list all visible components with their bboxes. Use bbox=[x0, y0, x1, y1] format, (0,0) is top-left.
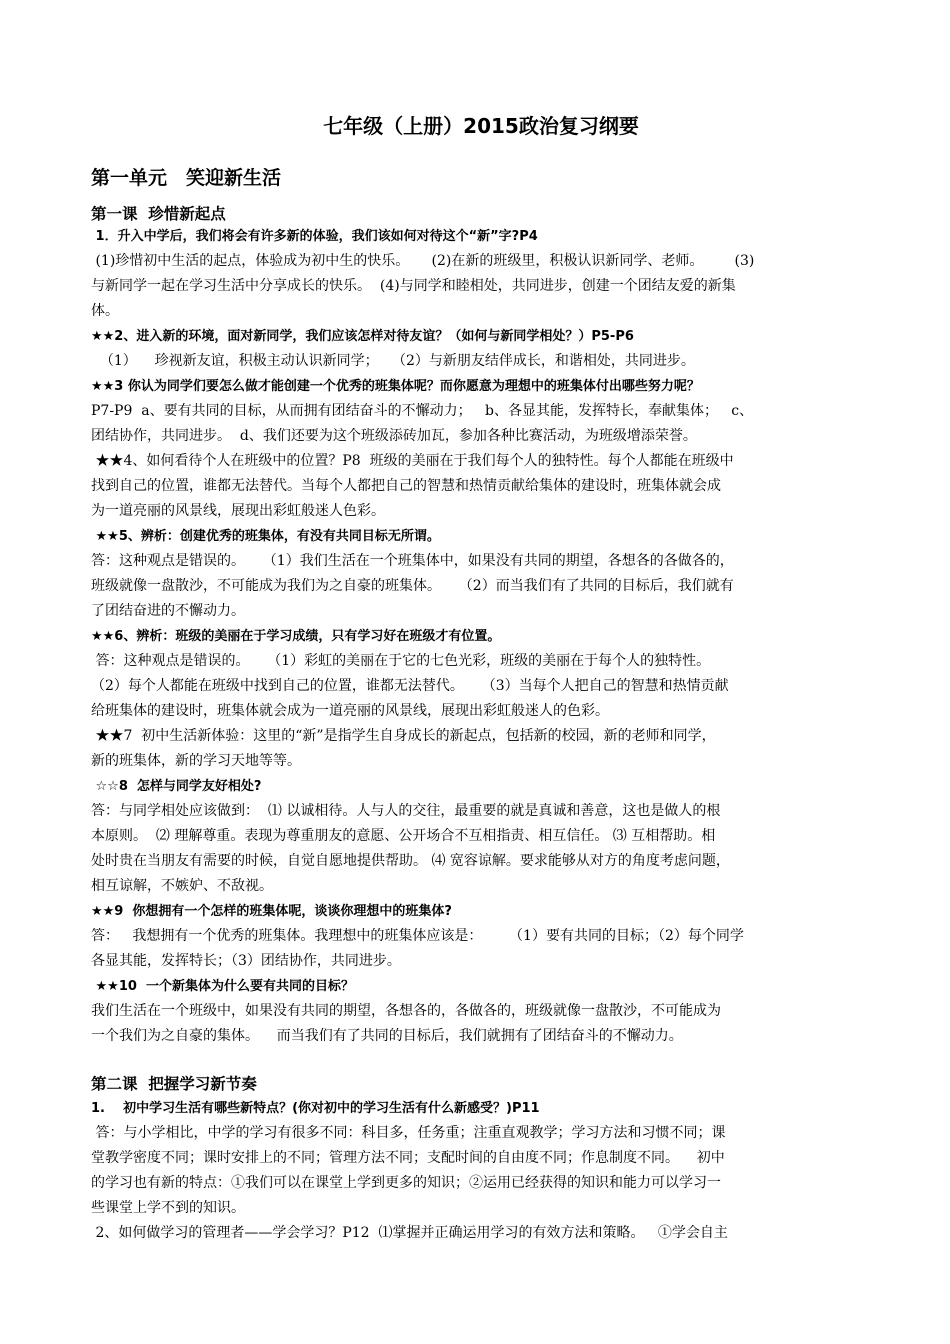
question-line: ★★10 一个新集体为什么要有共同的目标？ bbox=[91, 979, 354, 994]
question-line: ★★2、进入新的环境，面对新同学，我们应该怎样对待友谊？（如何与新同学相处？）P5-P6 bbox=[91, 329, 634, 344]
lesson-heading-2: 第二课 把握学习新节奏 bbox=[91, 1075, 257, 1093]
answer-line: （2）每个人都能在班级中找到自己的位置，谁都无法替代。 （3）当每个人把自己的智慧和热情贡献 bbox=[91, 678, 729, 694]
answer-line: 答：这种观点是错误的。 （1）彩虹的美丽在于它的七色光彩，班级的美丽在于每个人的独特性。 bbox=[91, 653, 711, 669]
answer-line: 班级就像一盘散沙，不可能成为我们为之自豪的班集体。 （2）而当我们有了共同的目标后，我们就有 bbox=[91, 578, 734, 594]
answer-line: 体。 bbox=[91, 303, 119, 319]
answer-line: 为一道亮丽的风景线，展现出彩虹般迷人色彩。 bbox=[91, 503, 385, 519]
answer-line: 处时贵在当朋友有需要的时候，自觉自愿地提供帮助。 ⑷ 宽容谅解。要求能够从对方的角度考虑问题， bbox=[91, 853, 730, 869]
answer-line: 各显其能，发挥特长；（3）团结协作，共同进步。 bbox=[91, 953, 401, 969]
question-line: ★★3 你认为同学们要怎么做才能创建一个优秀的班集体呢？而你愿意为理想中的班集体付出哪些努力呢？ bbox=[91, 379, 700, 394]
answer-line: （1） 珍视新友谊，积极主动认识新同学； （2）与新朋友结伴成长，和谐相处，共同进步。 bbox=[91, 353, 695, 369]
question-line: ☆☆8 怎样与同学友好相处? bbox=[91, 779, 262, 794]
question-line: ★★4、如何看待个人在班级中的位置？P8 班级的美丽在于我们每个人的独特性。每个人都能在班级中 bbox=[91, 453, 734, 469]
answer-line: 了团结奋进的不懈动力。 bbox=[91, 603, 245, 619]
answer-line: 团结协作，共同进步。 d、我们还要为这个班级添砖加瓦，参加各种比赛活动，为班级增添荣誉。 bbox=[91, 428, 697, 444]
answer-line: 一个我们为之自豪的集体。 而当我们有了共同的目标后，我们就拥有了团结奋斗的不懈动力。 bbox=[91, 1028, 683, 1044]
document-title: 七年级（上册）2015政治复习纲要 bbox=[323, 114, 639, 138]
answer-line: 本原则。 ⑵ 理解尊重。表现为尊重朋友的意愿、公开场合不互相指责、相互信任。 ⑶ 互相帮助。相 bbox=[91, 828, 716, 844]
answer-line: 与新同学一起在学习生活中分享成长的快乐。 (4)与同学和睦相处，共同进步，创建一个团结友爱的新集 bbox=[91, 278, 736, 294]
answer-line: 答：这种观点是错误的。 （1）我们生活在一个班集体中，如果没有共同的期望，各想各的各做各的， bbox=[91, 553, 734, 569]
question-line: 1. 初中学习生活有哪些新特点？(你对初中的学习生活有什么新感受？)P11 bbox=[91, 1101, 540, 1116]
answer-line: 新的班集体，新的学习天地等等。 bbox=[91, 753, 301, 769]
answer-line: 些课堂上学不到的知识。 bbox=[91, 1200, 245, 1216]
question-line: 2、如何做学习的管理者——学会学习？P12 ⑴掌握并正确运用学习的有效方法和策略。 ①学会自主 bbox=[91, 1225, 728, 1241]
answer-line: 答：与小学相比，中学的学习有很多不同：科目多，任务重；注重直观教学；学习方法和习惯不同；课 bbox=[91, 1125, 726, 1141]
answer-line: P7-P9 a、要有共同的目标，从而拥有团结奋斗的不懈动力； b、各显其能，发挥特长，奉献集体； c、 bbox=[91, 403, 754, 419]
answer-line: 给班集体的建设时，班集体就会成为一道亮丽的风景线，展现出彩虹般迷人的色彩。 bbox=[91, 703, 609, 719]
unit-heading: 第一单元 笑迎新生活 bbox=[91, 167, 282, 189]
question-line: ★★5、辨析：创建优秀的班集体，有没有共同目标无所谓。 bbox=[91, 529, 440, 544]
answer-line: 找到自己的位置，谁都无法替代。当每个人都把自己的智慧和热情贡献给集体的建设时，班集体就会成 bbox=[91, 478, 721, 494]
answer-line: 堂教学密度不同；课时安排上的不同；管理方法不同；支配时间的自由度不同；作息制度不同。 初中 bbox=[91, 1150, 725, 1166]
question-line: ★★7 初中生活新体验：这里的“新”是指学生自身成长的新起点，包括新的校园，新的老师和同学， bbox=[91, 728, 716, 744]
answer-line: 的学习也有新的特点：①我们可以在课堂上学到更多的知识；②运用已经获得的知识和能力可以学习一 bbox=[91, 1175, 721, 1191]
question-line: ★★6、辨析：班级的美丽在于学习成绩，只有学习好在班级才有位置。 bbox=[91, 629, 501, 644]
answer-line: 相互谅解，不嫉妒、不敌视。 bbox=[91, 878, 273, 894]
answer-line: 我们生活在一个班级中，如果没有共同的期望，各想各的，各做各的，班级就像一盘散沙，不可能成为 bbox=[91, 1003, 721, 1019]
question-line: ★★9 你想拥有一个怎样的班集体呢，谈谈你理想中的班集体? bbox=[91, 904, 452, 919]
answer-line: 答：与同学相处应该做到： ⑴ 以诚相待。人与人的交往，最重要的就是真诚和善意，这也是做人的根 bbox=[91, 803, 721, 819]
lesson-heading-1: 第一课 珍惜新起点 bbox=[91, 205, 226, 223]
question-line: 1．升入中学后，我们将会有许多新的体验，我们该如何对待这个“新”字?P4 bbox=[91, 229, 538, 244]
answer-line: 答： 我想拥有一个优秀的班集体。我理想中的班集体应该是： （1）要有共同的目标；（2）每个同学 bbox=[91, 928, 744, 944]
answer-line: (1)珍惜初中生活的起点，体验成为初中生的快乐。 (2)在新的班级里，积极认识新同学、老师。 (3) bbox=[91, 253, 755, 269]
